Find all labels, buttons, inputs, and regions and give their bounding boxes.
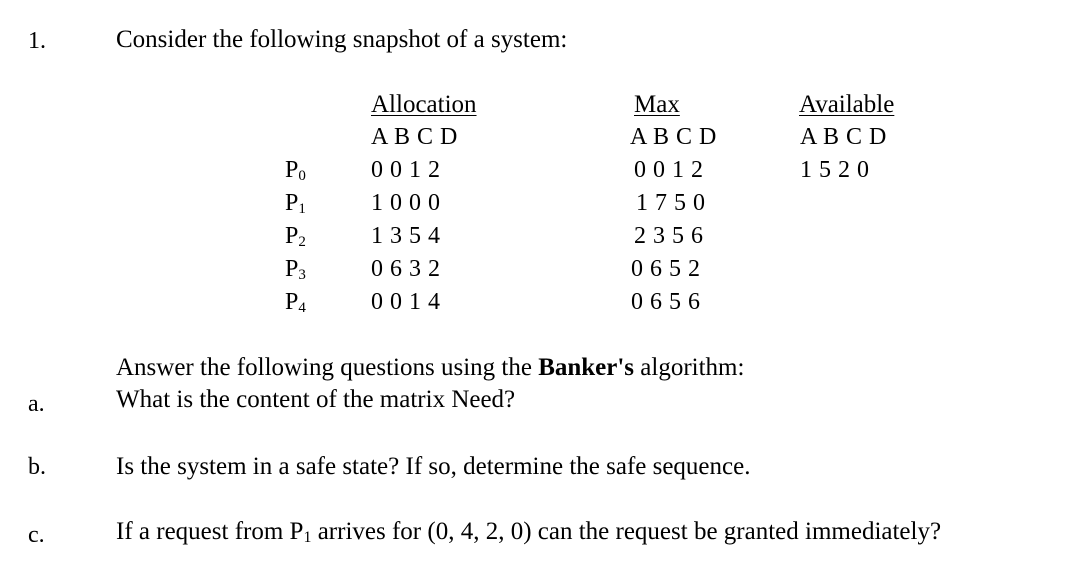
instructions: Answer the following questions using the Banker's algorithm: [116, 354, 745, 381]
max-row-p0: 0 0 1 2 [634, 157, 704, 183]
available-resource-labels: A B C D [800, 124, 887, 150]
max-row-p2: 2 3 5 6 [634, 223, 704, 249]
question-intro: Consider the following snapshot of a system: [116, 26, 568, 53]
allocation-resource-labels: A B C D [371, 124, 458, 150]
available-header: Available [799, 91, 895, 118]
process-label-p3: $P_3$ [285, 256, 306, 283]
max-row-p4: 0 6 5 6 [631, 289, 701, 315]
allocation-row-p4: 0 0 1 4 [371, 289, 441, 315]
question-label-a: a. [28, 391, 45, 417]
question-text-b: Is the system in a safe state? If so, determine the safe sequence. [116, 453, 751, 480]
process-label-p4: $P_4$ [285, 289, 306, 316]
allocation-row-p0: 0 0 1 2 [371, 157, 441, 183]
allocation-header: Allocation [371, 91, 477, 118]
available-row: 1 5 2 0 [800, 157, 870, 183]
max-row-p1: 1 7 5 0 [636, 190, 706, 216]
process-label-p1: $P_1$ [285, 190, 306, 217]
max-header: Max [634, 91, 680, 118]
question-label-c: c. [28, 522, 45, 548]
question-number-1: 1. [28, 28, 46, 54]
allocation-row-p2: 1 3 5 4 [371, 223, 441, 249]
process-label-p0: $P_0$ [285, 157, 306, 184]
allocation-row-p3: 0 6 3 2 [371, 256, 441, 282]
instructions-bold-term: Banker's [538, 354, 635, 381]
question-text-a: What is the content of the matrix Need? [116, 386, 516, 413]
max-row-p3: 0 6 5 2 [631, 256, 701, 282]
allocation-row-p1: 1 0 0 0 [371, 190, 441, 216]
process-label-p2: $P_2$ [285, 223, 306, 250]
max-resource-labels: A B C D [630, 124, 717, 150]
question-text-c: If a request from $P_1$ arrives for (0, 4, 2, 0) can the request be granted immediately? [116, 518, 942, 546]
question-label-b: b. [28, 454, 46, 480]
